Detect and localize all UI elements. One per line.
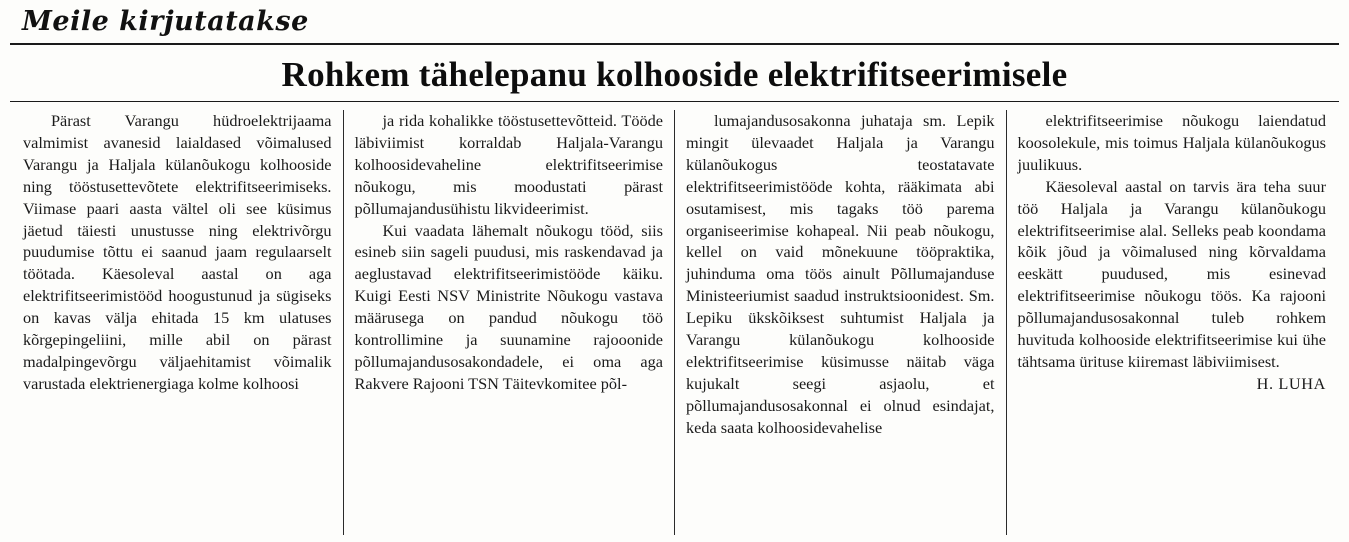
paragraph: Kui vaadata lähemalt nõukogu tööd, siis esineb siin sageli puudusi, mis raskendavad ja aeglustavad elektrifitseerimistööde käiku. Kuigi Eesti NSV Ministrite Nõukogu vastava määrusega on pandud nõukogu töö kontrollimine ja suunamine rajooonide põllumajandusosakondadele, ei oma aga Rakvere Rajooni TSN Täitevkomitee põl- [354,220,663,393]
kicker-divider [10,43,1339,45]
article-column-1 [12,110,343,535]
article-column-2 [343,110,675,535]
section-kicker: Meile kirjutatakse [22,6,309,37]
paragraph: elektrifitseerimise nõukogu laiendatud koosolekule, mis toimus Haljala külanõukogus juulikuus. [1017,111,1326,174]
paragraph: ja rida kohalikke tööstusettevõtteid. Tööde läbiviimist korraldab Haljala-Varangu kolhoosidevaheline elektrifitseerimise nõukogu, mis moodustati pärast põllumajandusühistu likvideerimist. [354,111,663,218]
article-column-4 [1006,110,1338,535]
headline-divider [10,101,1339,102]
article-columns [0,110,1349,535]
article-byline: H. LUHA [1256,373,1326,393]
paragraph: Pärast Varangu hüdroelektrijaama valmimist avanesid laialdased võimalused Varangu ja Haljala külanõukogu kolhooside ning tööstusettevõtete elektrifitseerimiseks. Viimase paari aasta vältel oli see küsimus jäetud täiesti unustusse ning elektrivõrgu puudumise tõttu ei saanud jaam regulaarselt töötada. Käesoleval aastal on aga elektrifitseerimistööd hoogustunud ja sügiseks on kavas välja ehitada 15 km ulatuses kõrgepingeliini, mille abil on pärast madalpingevõrgu väljaehitamist võimalik varustada elektrienergiaga kolme kolhoosi [23,111,332,393]
page-title: Rohkem tähelepanu kolhooside elektrifitseerimisele [281,55,1068,94]
article-column-3 [674,110,1006,535]
paragraph: lumajandusosakonna juhataja sm. Lepik mingit ülevaadet Haljala ja Varangu külanõukogus teostatavate elektrifitseerimistööde kohta, rääkimata abi osutamisest, mis tagaks töö parema organiseerimise kohapeal. Nii peab nõukogu, kellel on vaid mõnekuune tööpraktika, juhinduma oma töös ainult Põllumajanduse Ministeeriumist saadud instruktsioonidest. Sm. Lepiku ükskõiksest suhtumist Haljala ja Varangu külanõukogu kolhooside elektrifitseerimise küsimusse näitab väga kujukalt seegi asjaolu, et põllumajandusosakonnal ei olnud esindajat, keda saata kolhoosidevahelise [686,111,995,437]
paragraph: Käesoleval aastal on tarvis ära teha suur töö Haljala ja Varangu külanõukogu elektrifitseerimise alal. Selleks peab koondama kõik jõud ja võimalused ning kõrvaldama eeskätt puudused, mis esinevad elektrifitseerimise nõukogu töös. Ka rajooni põllumajandusosakonnal tuleb rohkem huvituda kolhooside elektrifitseerimise kui ühe tähtsama ürituse kiiremast läbiviimisest. [1017,176,1326,371]
